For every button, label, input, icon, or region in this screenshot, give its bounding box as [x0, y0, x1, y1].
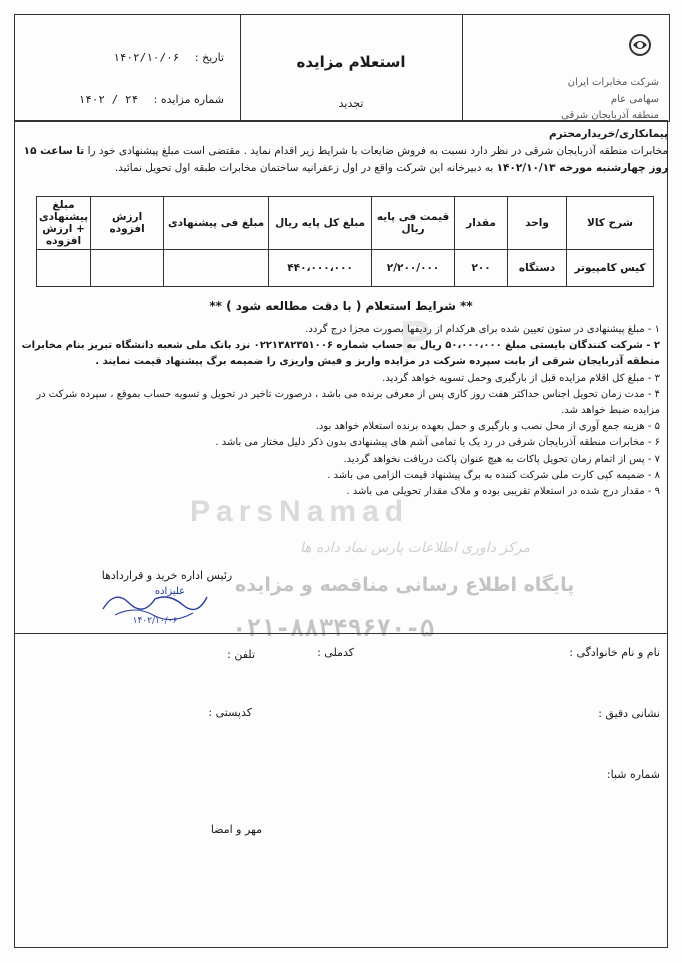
company-name: شرکت مخابرات ایران — [567, 77, 659, 88]
condition-item: ۳ - مبلغ کل اقلام مزایده قبل از بارگیری وحمل تسویه خواهد گردید. — [382, 372, 660, 384]
col-quantity: مقدار — [455, 197, 508, 250]
intro-text — [14, 126, 668, 177]
cell-total-price: ۴۴۰،۰۰۰،۰۰۰ — [269, 250, 372, 287]
deadline-date: روز چهارشنبه مورخه ۱۴۰۲/۱۰/۱۳ — [496, 162, 668, 174]
header-box — [14, 14, 670, 122]
items-table — [36, 196, 654, 287]
intro-line-1 — [14, 143, 668, 160]
condition-item: ۱ - مبلغ پیشنهادی در ستون تعیین شده برای هرکدام از ردیفها بصورت مجزا درج گردد. — [305, 324, 660, 335]
cell-offer-price[interactable] — [164, 250, 269, 287]
condition-item: ۶ - مخابرات منطقه آذربایجان شرقی در رد یک یا تمامی آشم های پیشنهادی بدون ذکر دلیل مختار می باشد . — [215, 437, 660, 449]
company-region: منطقه آذربایجان شرقی — [561, 110, 659, 121]
intro-line-2-text: به دبیرخانه این شرکت واقع در اول زعفرانیه ساختمان مخابرات طبقه اول تحویل نمائید. — [114, 162, 494, 174]
cell-description: کیس کامپیوتر — [567, 250, 654, 287]
stamp-signature-label: مهر و امضا — [210, 823, 262, 836]
cell-offer-plus-vat[interactable] — [37, 250, 91, 287]
condition-item: ۷ - پس از اتمام زمان تحویل پاکات به هیچ عنوان پاکت دریافت نخواهد گردید. — [343, 453, 660, 465]
page-title: استعلام مزایده — [296, 53, 406, 71]
intro-line-2 — [14, 160, 668, 177]
meta-cell — [15, 15, 241, 121]
company-logo-icon — [627, 33, 653, 57]
company-cell — [462, 15, 669, 121]
watermark-line-1: مرکز داوری اطلاعات پارس نماد داده ها — [300, 540, 530, 556]
signature-title: رئیس اداره خرید و قراردادها — [101, 569, 233, 582]
signature-scribble-icon — [95, 575, 215, 625]
postal-code-label[interactable]: کدپستی : — [208, 706, 252, 719]
title-cell — [240, 15, 463, 121]
number-label: شماره مزایده : — [153, 93, 224, 106]
watermark-stamp: P — [400, 311, 431, 363]
page-subtitle: تجدید — [338, 97, 364, 110]
number-row — [24, 93, 224, 106]
date-row — [24, 51, 224, 64]
col-unit: واحد — [508, 197, 567, 250]
national-id-label[interactable]: کدملی : — [317, 646, 354, 659]
col-total-price: مبلغ کل پایه ریال — [269, 197, 372, 250]
conditions-list — [20, 322, 660, 500]
col-description: شرح کالا — [567, 197, 654, 250]
condition-item: ۹ - مقدار درج شده در استعلام تقریبی بوده و ملاک مقدار تحویلی می باشد . — [346, 486, 660, 498]
form-divider — [14, 633, 668, 634]
col-unit-price: قیمت فی پایه ریال — [372, 197, 455, 250]
condition-item: ۸ - ضمیمه کپی کارت ملی شرکت کننده به برگ پیشنهاد قیمت الزامی می باشد . — [327, 469, 660, 481]
cell-vat[interactable] — [91, 250, 164, 287]
name-label[interactable]: نام و نام خانوادگی : — [569, 646, 660, 659]
col-vat: ارزش افزوده — [91, 197, 164, 250]
signature-date: ۱۴۰۲/۱۰/۰۶ — [132, 616, 178, 625]
cell-unit: دستگاه — [508, 250, 567, 287]
cell-quantity: ۲۰۰ — [455, 250, 508, 287]
cell-unit-price: ۲/۲۰۰/۰۰۰ — [372, 250, 455, 287]
date-value: ۱۴۰۲/۱۰/۰۶ — [113, 51, 180, 64]
conditions-title: ** شرایط استعلام ( با دقت مطالعه شود ) ** — [209, 299, 473, 313]
date-label: تاریخ : — [194, 51, 224, 64]
intro-line-1-text: مخابرات منطقه آذربایجان شرقی در نظر دارد نسبت به فروش ضایعات با شرایط زیر اقدام نماید . مقتضی است مبلغ پیشنهادی خود را — [87, 145, 668, 157]
watermark-line-2: پایگاه اطلاع رسانی مناقصه و مزایده — [235, 574, 575, 596]
table-row — [37, 250, 654, 287]
number-value: ۲۴ / ۱۴۰۲ — [78, 93, 139, 106]
condition-item: ۴ - مدت زمان تحویل اجناس حداکثر هفت روز کاری پس از معرفی برنده می باشد ، درصورت تاخیر در تحویل و تسویه حساب بموقع ، سپرده شرکت در مزایده ضبط خواهد شد. — [36, 388, 660, 417]
col-offer-plus-vat: مبلغ پیشنهادی + ارزش افزوده — [37, 197, 91, 250]
phone-label[interactable]: تلفن : — [227, 648, 255, 661]
table-header-row — [37, 197, 654, 250]
signature-name: علیزاده — [154, 586, 186, 597]
salutation: پیمانکاری/خریدارمحترم — [548, 128, 668, 140]
condition-item: ۵ - هزینه جمع آوری از محل نصب و بارگیری و حمل بعهده برنده استعلام خواهد بود. — [315, 421, 660, 433]
col-offer-price: مبلغ فی پیشنهادی — [164, 197, 269, 250]
watermark-phone: ۰۲۱-۸۸۳۴۹۶۷۰-۵ — [232, 614, 435, 642]
condition-item: ۲ - شرکت کنندگان بایستی مبلغ ۵۰،۰۰۰،۰۰۰ ریال به حساب شماره ۰۲۲۱۳۸۲۳۵۱۰۰۶ نزد بانک ملی شعبه دانشگاه تبریز بنام مخابرات منطقه آذربایجان شرقی از بابت سپرده شرکت در مزایده واریز و فیش واریزی را ضمیمه برگ پیشنهاد قیمت نمایند . — [21, 340, 660, 368]
sheba-label[interactable]: شماره شبا: — [606, 768, 660, 781]
watermark-brand: ParsNamad — [190, 495, 410, 528]
deadline-time: تا ساعت ۱۵ — [23, 145, 85, 157]
address-label[interactable]: نشانی دقیق : — [598, 707, 660, 720]
company-type: سهامی عام — [610, 94, 659, 105]
